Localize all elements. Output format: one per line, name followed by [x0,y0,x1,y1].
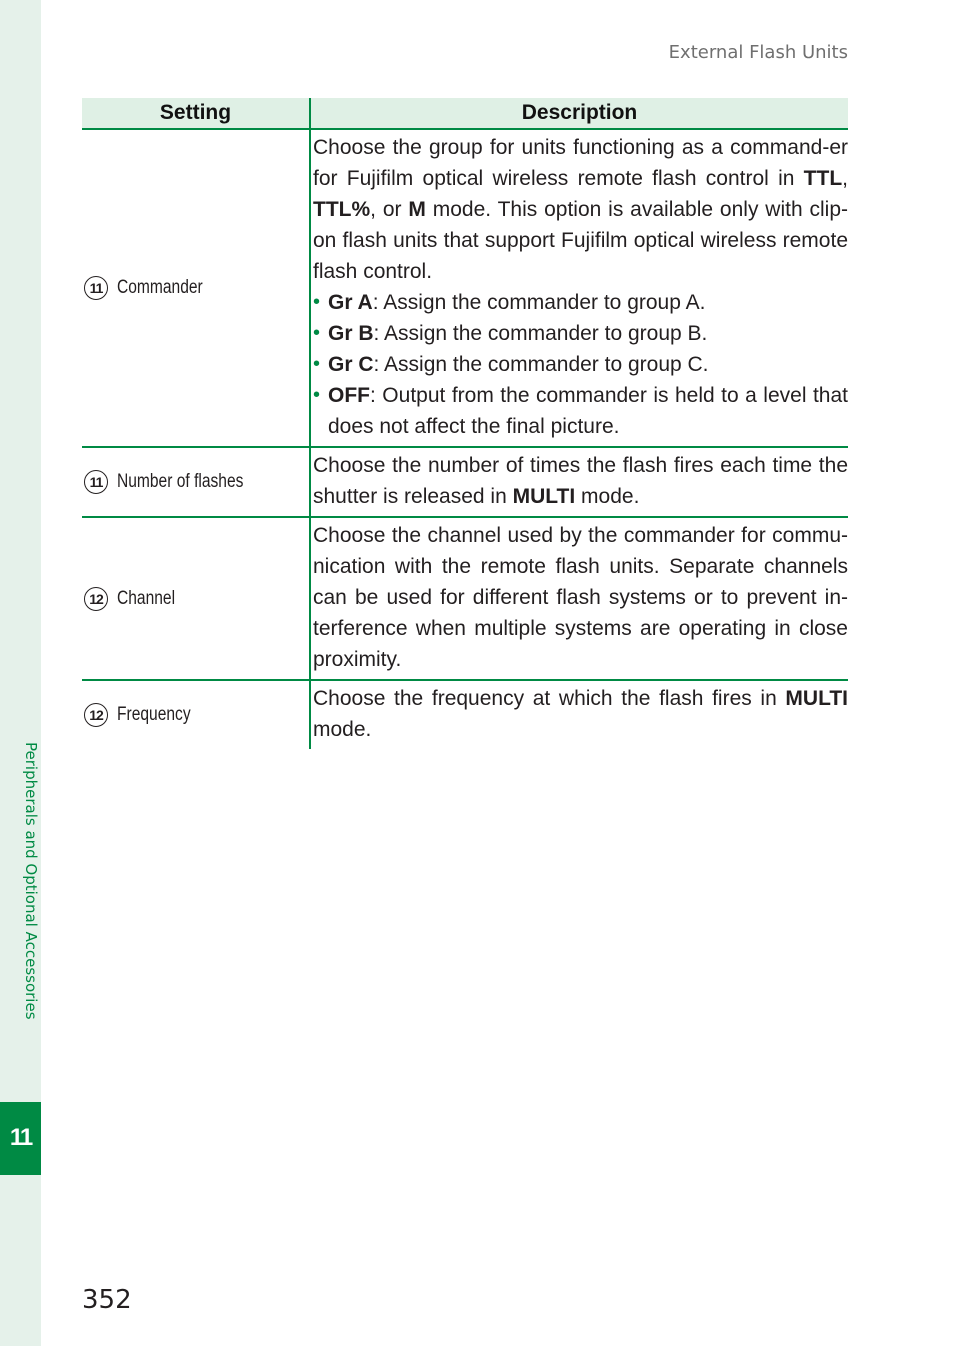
description-text: Choose the frequency at which the flash fires in MULTI mode. [313,687,848,741]
setting-cell [82,517,310,680]
setting-name: Channel [117,587,176,609]
option-list [313,287,848,442]
description-cell [310,129,848,447]
table-header-row [82,98,848,129]
header-setting: Setting [82,98,310,129]
setting-name: Number of flashes [117,471,244,492]
description-text: Choose the group for units functioning as a command-er for Fujifilm optical wireless remote flash control in TTL, TTL%, or M mode. This option is available only with clip-on flash units that support Fujifilm optical wireless remote flash control. [313,136,848,283]
description-cell [310,447,848,517]
table-row [82,129,848,447]
chapter-label: Peripherals and Optional Accessories [22,742,40,1020]
description-cell [310,517,848,680]
list-item: • OFF: Output from the commander is held to a level that does not affect the final picture. [313,380,848,442]
list-item: • Gr A: Assign the commander to group A. [313,287,848,318]
circled-number-icon: 11 [84,276,108,300]
description-text: Choose the number of times the flash fires each time the shutter is released in MULTI mode. [313,454,848,508]
setting-cell [82,447,310,517]
circled-number-icon: 12 [84,703,108,727]
setting-name: Commander [117,277,203,298]
circled-number-icon: 12 [84,587,108,611]
description-cell [310,680,848,749]
table-row [82,517,848,680]
settings-table [82,98,848,749]
section-title: External Flash Units [668,42,848,63]
chapter-number: 11 [9,1124,32,1151]
description-text: Choose the channel used by the commander for commu-nication with the remote flash units. Separate channels can be used for different flash systems or to prevent in-terference when multiple systems are operating in close proximity. [313,524,848,671]
list-item: • Gr C: Assign the commander to group C. [313,349,848,380]
setting-name: Frequency [117,704,191,725]
list-item: • Gr B: Assign the commander to group B. [313,318,848,349]
table-row [82,680,848,749]
header-description: Description [310,98,848,129]
circled-number-icon: 11 [84,470,108,494]
page-number: 352 [82,1285,132,1315]
table-row [82,447,848,517]
setting-cell [82,129,310,447]
setting-cell [82,680,310,749]
